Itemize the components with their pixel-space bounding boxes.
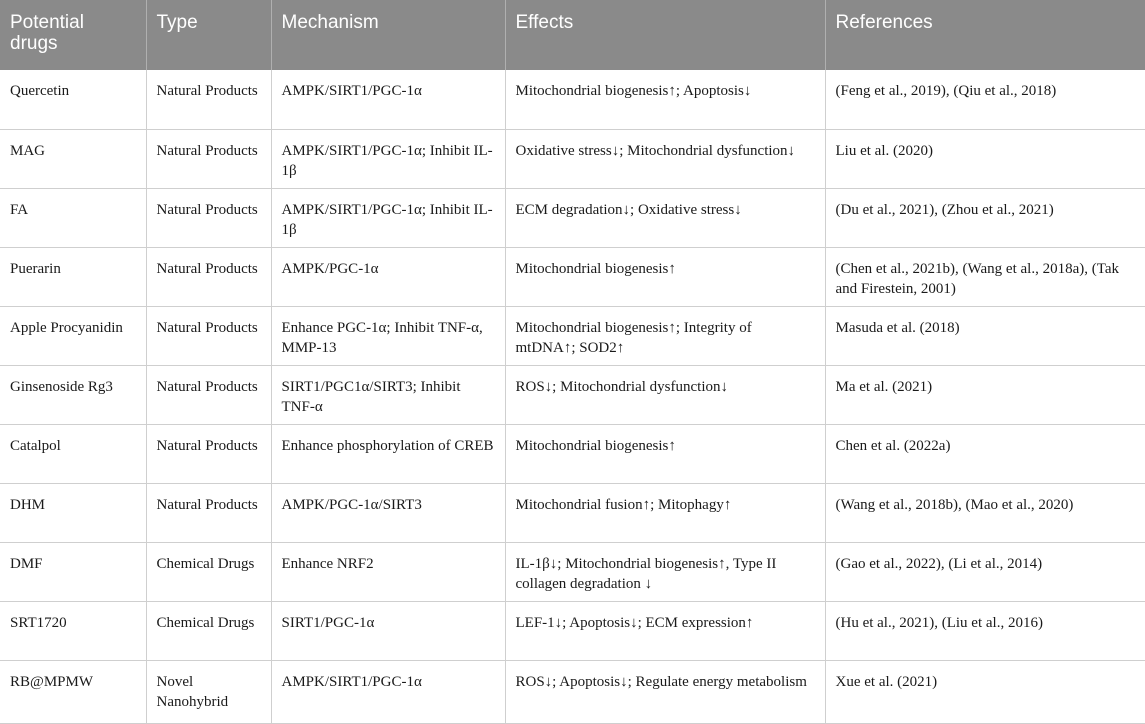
table-row — [0, 365, 1145, 424]
cell-drug: FA — [0, 188, 146, 247]
cell-effects: Mitochondrial biogenesis↑ — [505, 247, 825, 306]
cell-drug: Puerarin — [0, 247, 146, 306]
cell-mechanism: SIRT1/PGC1α/SIRT3; Inhibit TNF-α — [271, 365, 505, 424]
cell-references: (Wang et al., 2018b), (Mao et al., 2020) — [825, 483, 1145, 542]
cell-references: Liu et al. (2020) — [825, 129, 1145, 188]
header-row — [0, 0, 1145, 70]
cell-type: Natural Products — [146, 129, 271, 188]
cell-references: (Hu et al., 2021), (Liu et al., 2016) — [825, 601, 1145, 660]
cell-effects: LEF-1↓; Apoptosis↓; ECM expression↑ — [505, 601, 825, 660]
cell-references: (Du et al., 2021), (Zhou et al., 2021) — [825, 188, 1145, 247]
cell-references: (Feng et al., 2019), (Qiu et al., 2018) — [825, 70, 1145, 129]
cell-type: Natural Products — [146, 188, 271, 247]
cell-effects: Oxidative stress↓; Mitochondrial dysfunction↓ — [505, 129, 825, 188]
cell-drug: MAG — [0, 129, 146, 188]
table-row — [0, 70, 1145, 129]
cell-drug: Ginsenoside Rg3 — [0, 365, 146, 424]
table-row — [0, 424, 1145, 483]
header-references: References — [825, 0, 1145, 70]
cell-mechanism: AMPK/SIRT1/PGC-1α; Inhibit IL-1β — [271, 129, 505, 188]
cell-effects: Mitochondrial biogenesis↑; Integrity of mtDNA↑; SOD2↑ — [505, 306, 825, 365]
cell-references: (Gao et al., 2022), (Li et al., 2014) — [825, 542, 1145, 601]
cell-references: Chen et al. (2022a) — [825, 424, 1145, 483]
table-row — [0, 129, 1145, 188]
cell-type: Natural Products — [146, 247, 271, 306]
cell-references: Masuda et al. (2018) — [825, 306, 1145, 365]
cell-type: Natural Products — [146, 70, 271, 129]
cell-mechanism: SIRT1/PGC-1α — [271, 601, 505, 660]
cell-drug: RB@MPMW — [0, 660, 146, 723]
table-body — [0, 70, 1145, 723]
cell-mechanism: AMPK/PGC-1α/SIRT3 — [271, 483, 505, 542]
cell-mechanism: AMPK/PGC-1α — [271, 247, 505, 306]
header-type: Type — [146, 0, 271, 70]
cell-mechanism: AMPK/SIRT1/PGC-1α — [271, 660, 505, 723]
cell-mechanism: AMPK/SIRT1/PGC-1α — [271, 70, 505, 129]
cell-effects: ROS↓; Mitochondrial dysfunction↓ — [505, 365, 825, 424]
cell-type: Natural Products — [146, 483, 271, 542]
cell-type: Novel Nanohybrid — [146, 660, 271, 723]
header-potential-drugs: Potential drugs — [0, 0, 146, 70]
cell-type: Natural Products — [146, 306, 271, 365]
cell-drug: DMF — [0, 542, 146, 601]
cell-effects: IL-1β↓; Mitochondrial biogenesis↑, Type II collagen degradation ↓ — [505, 542, 825, 601]
cell-drug: Apple Procyanidin — [0, 306, 146, 365]
cell-type: Chemical Drugs — [146, 601, 271, 660]
cell-references: Xue et al. (2021) — [825, 660, 1145, 723]
cell-effects: ECM degradation↓; Oxidative stress↓ — [505, 188, 825, 247]
table-row — [0, 306, 1145, 365]
cell-type: Chemical Drugs — [146, 542, 271, 601]
cell-mechanism: Enhance phosphorylation of CREB — [271, 424, 505, 483]
cell-effects: Mitochondrial fusion↑; Mitophagy↑ — [505, 483, 825, 542]
cell-effects: Mitochondrial biogenesis↑ — [505, 424, 825, 483]
cell-effects: Mitochondrial biogenesis↑; Apoptosis↓ — [505, 70, 825, 129]
cell-mechanism: Enhance PGC-1α; Inhibit TNF-α, MMP-13 — [271, 306, 505, 365]
cell-drug: SRT1720 — [0, 601, 146, 660]
header-mechanism: Mechanism — [271, 0, 505, 70]
table-row — [0, 660, 1145, 723]
table-header — [0, 0, 1145, 70]
cell-type: Natural Products — [146, 424, 271, 483]
table-row — [0, 247, 1145, 306]
table-row — [0, 601, 1145, 660]
cell-drug: DHM — [0, 483, 146, 542]
cell-references: Ma et al. (2021) — [825, 365, 1145, 424]
header-effects: Effects — [505, 0, 825, 70]
cell-mechanism: Enhance NRF2 — [271, 542, 505, 601]
table-row — [0, 483, 1145, 542]
cell-drug: Quercetin — [0, 70, 146, 129]
table-row — [0, 542, 1145, 601]
cell-references: (Chen et al., 2021b), (Wang et al., 2018a), (Tak and Firestein, 2001) — [825, 247, 1145, 306]
cell-effects: ROS↓; Apoptosis↓; Regulate energy metabolism — [505, 660, 825, 723]
table-row — [0, 188, 1145, 247]
cell-mechanism: AMPK/SIRT1/PGC-1α; Inhibit IL-1β — [271, 188, 505, 247]
cell-type: Natural Products — [146, 365, 271, 424]
cell-drug: Catalpol — [0, 424, 146, 483]
